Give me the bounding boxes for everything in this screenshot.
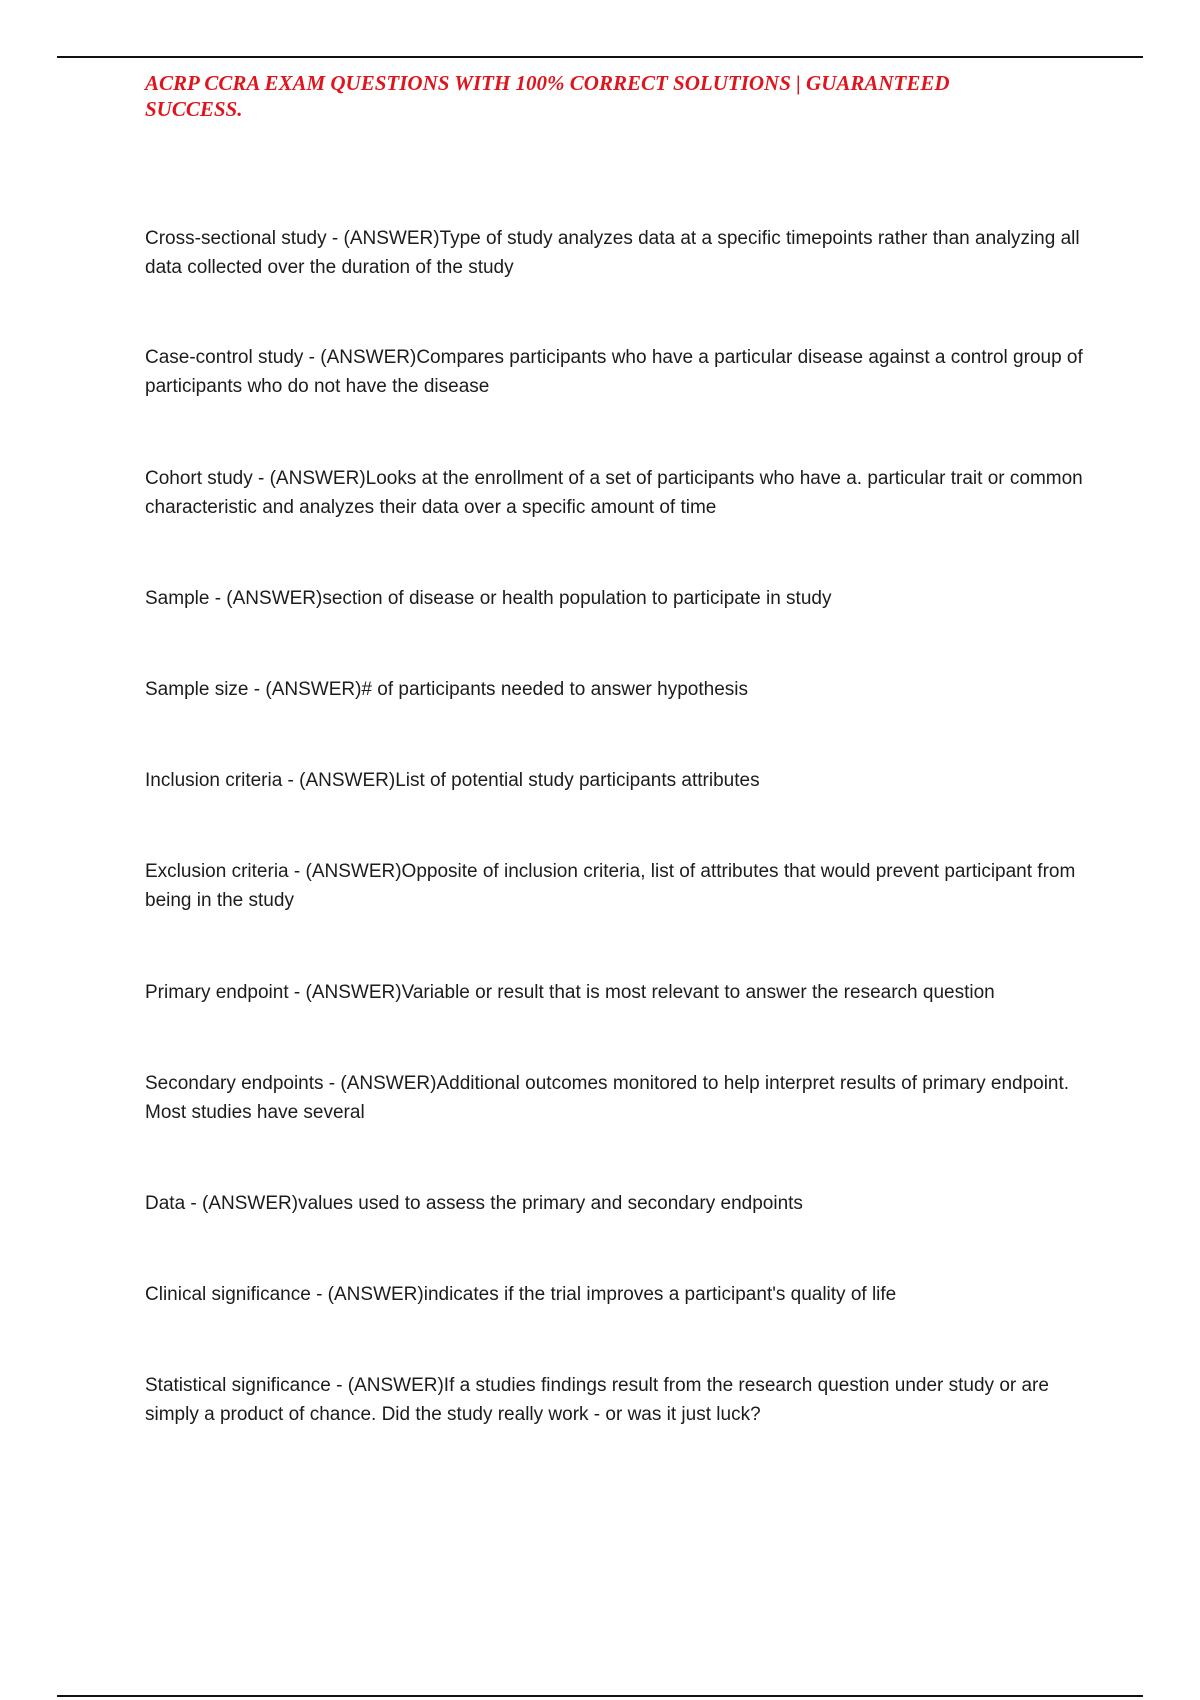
qa-entry-cross-sectional-study: Cross-sectional study - (ANSWER)Type of study analyzes data at a specific timepoints rather than analyzing all data collected over the duration of the study: [145, 228, 1080, 278]
qa-entry-sample: Sample - (ANSWER)section of disease or health population to participate in study: [145, 588, 832, 609]
qa-entry-data: Data - (ANSWER)values used to assess the primary and secondary endpoints: [145, 1193, 803, 1214]
top-rule: [57, 56, 1143, 58]
qa-entry-clinical-significance: Clinical significance - (ANSWER)indicates if the trial improves a participant's quality of life: [145, 1284, 897, 1305]
qa-entry-secondary-endpoints: Secondary endpoints - (ANSWER)Additional outcomes monitored to help interpret results of primary endpoint. Most studies have several: [145, 1073, 1070, 1123]
qa-entry-statistical-significance: Statistical significance - (ANSWER)If a studies findings result from the research question under study or are simply a product of chance. Did the study really work - or was it just luck?: [145, 1375, 1049, 1425]
qa-entry-case-control-study: Case-control study - (ANSWER)Compares participants who have a particular disease against a control group of participants who do not have the disease: [145, 347, 1083, 397]
qa-entry-primary-endpoint: Primary endpoint - (ANSWER)Variable or result that is most relevant to answer the research question: [145, 982, 995, 1003]
document-title: ACRP CCRA EXAM QUESTIONS WITH 100% CORRECT SOLUTIONS | GUARANTEED SUCCESS.: [145, 71, 950, 121]
qa-entry-exclusion-criteria: Exclusion criteria - (ANSWER)Opposite of inclusion criteria, list of attributes that would prevent participant from being in the study: [145, 861, 1076, 911]
qa-entry-cohort-study: Cohort study - (ANSWER)Looks at the enrollment of a set of participants who have a. particular trait or common characteristic and analyzes their data over a specific amount of time: [145, 468, 1083, 518]
bottom-rule: [57, 1695, 1143, 1697]
qa-entry-inclusion-criteria: Inclusion criteria - (ANSWER)List of potential study participants attributes: [145, 770, 760, 791]
qa-entry-sample-size: Sample size - (ANSWER)# of participants needed to answer hypothesis: [145, 679, 748, 700]
